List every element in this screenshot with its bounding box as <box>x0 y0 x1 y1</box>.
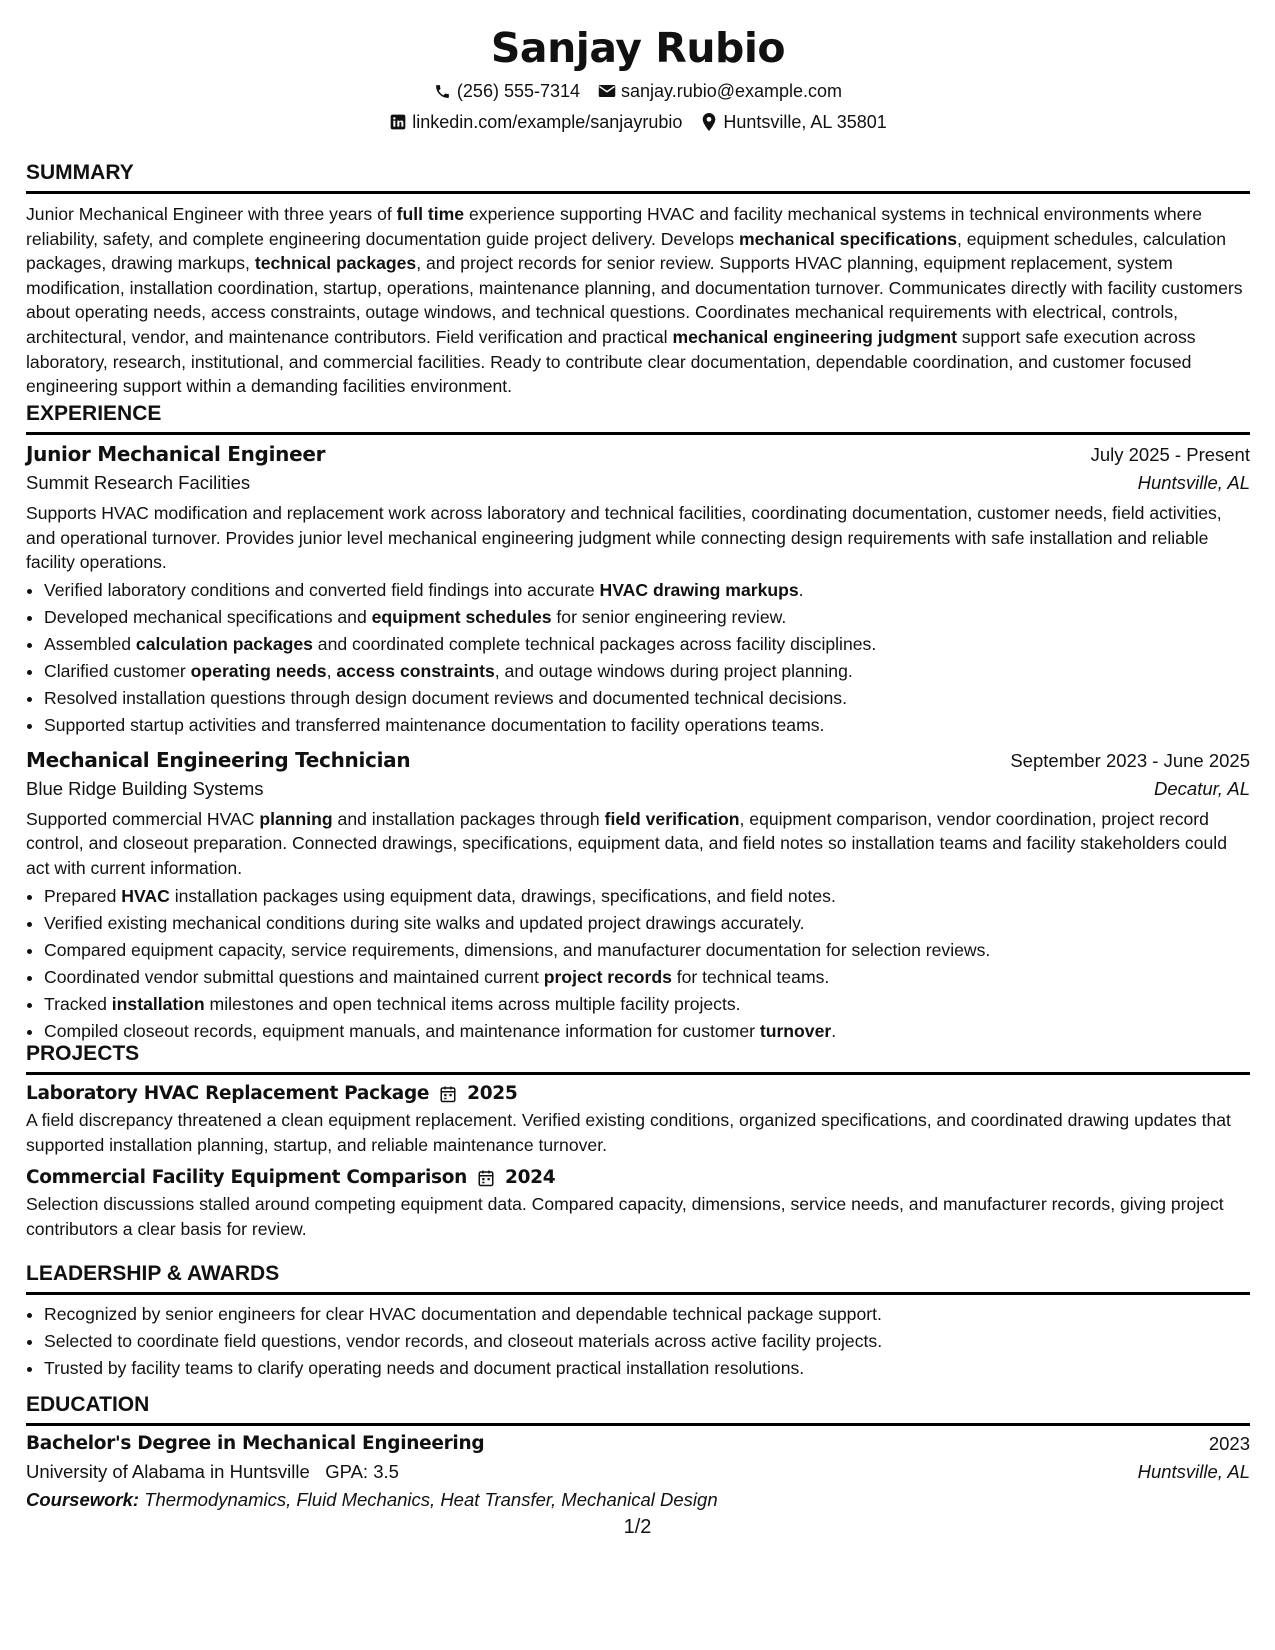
list-item <box>44 883 1250 910</box>
text-run: Resolved installation questions through design document reviews and documented technical decisions. <box>44 687 847 708</box>
text-run: Developed mechanical specifications and <box>44 606 372 627</box>
bold-text: field verification <box>604 808 740 829</box>
text-run: installation packages using equipment data, drawings, specifications, and field notes. <box>169 885 836 906</box>
graduation-year: 2023 <box>1208 1433 1250 1454</box>
list-item <box>44 658 1250 685</box>
text-run: , equipment comparison, vendor coordination, project record control, and closeout preparation. Connected drawings, specifications, equipment data, and field notes so installation teams and facility stakeholders could act with current information. <box>26 808 1227 878</box>
company-name: Summit Research Facilities <box>26 472 251 493</box>
list-item: • Recognized by senior engineers for clear HVAC documentation and dependable technical package support. <box>44 1301 1250 1328</box>
gpa: GPA: 3.5 <box>325 1461 399 1482</box>
text-run: for senior engineering review. <box>551 606 787 627</box>
school-name: University of Alabama in Huntsville <box>26 1461 310 1482</box>
school-line <box>26 1461 399 1483</box>
bold-text: HVAC drawing markups <box>599 579 799 600</box>
job-description: Supports HVAC modification and replacement work across laboratory and technical facilities, coordinating documentation, customer needs, field activities, and operational turnover. Provides junior level mechanical engineering judgment while connecting design requirements with safe installation and reliable facility operations. <box>26 503 1222 573</box>
project-name: Laboratory HVAC Replacement Package <box>26 1083 430 1104</box>
job-dates: July 2025 - Present <box>1090 444 1250 465</box>
linkedin-contact <box>389 111 682 133</box>
text-run: Coordinated vendor submittal questions and maintained current <box>44 966 544 987</box>
summary-text <box>26 202 1250 399</box>
list-item <box>44 910 1250 937</box>
education-title: EDUCATION <box>26 1392 1250 1426</box>
calendar-icon <box>477 1169 495 1187</box>
school-location: Huntsville, AL <box>1137 1461 1250 1482</box>
calendar-icon <box>439 1085 457 1103</box>
text-run: Supported commercial HVAC <box>26 808 260 829</box>
bold-text: technical packages <box>254 253 417 274</box>
job-bullets <box>26 883 1250 1045</box>
experience-title: EXPERIENCE <box>26 401 1250 435</box>
bold-text: HVAC <box>121 885 170 906</box>
projects-section <box>26 1041 1250 1241</box>
text-run: support safe execution across laboratory, research, institutional, and commercial facilities. Ready to contribute clear documentation, dependable coordination, and customer focused engineering support within a demanding facilities environment. <box>26 326 1196 397</box>
map-pin-icon <box>700 113 718 131</box>
bold-text: operating needs <box>190 660 327 681</box>
bold-text: full time <box>396 204 465 224</box>
text-run: . <box>798 579 804 600</box>
list-item: • Trusted by facility teams to clarify operating needs and document practical installation resolutions. <box>44 1355 1250 1382</box>
education-section <box>26 1392 1250 1511</box>
list-item <box>44 712 1250 739</box>
envelope-icon <box>598 82 616 100</box>
job-location: Decatur, AL <box>1154 777 1250 799</box>
text-run: , equipment schedules, calculation packages, drawing markups, <box>26 228 1226 274</box>
projects-title: PROJECTS <box>26 1041 1250 1075</box>
linkedin-icon <box>389 113 407 131</box>
project-description: A field discrepancy threatened a clean equipment replacement. Verified existing conditions, organized specifications, and coordinated drawing updates that supported installation planning, startup, and reliable maintenance turnover. <box>26 1110 1231 1155</box>
summary-title: SUMMARY <box>26 160 1250 194</box>
leadership-bullets <box>26 1301 1250 1382</box>
phone-text[interactable]: (256) 555-7314 <box>456 81 581 101</box>
text-run: , <box>326 660 337 681</box>
text-run: . <box>831 1020 837 1041</box>
job-location: Huntsville, AL <box>1137 472 1250 493</box>
text-run: Tracked <box>44 993 112 1014</box>
project-entry <box>26 1083 1250 1157</box>
project-entry <box>26 1167 1250 1241</box>
bold-text: project records <box>543 966 672 987</box>
phone-icon <box>434 82 452 100</box>
location-text: Huntsville, AL 35801 <box>723 112 887 132</box>
degree-name: Bachelor's Degree in Mechanical Engineering <box>26 1433 485 1454</box>
coursework-line <box>26 1489 1250 1511</box>
list-item <box>44 991 1250 1018</box>
text-run: Prepared <box>44 885 122 906</box>
job-dates: September 2023 - June 2025 <box>1010 749 1250 771</box>
job-bullets <box>26 577 1250 739</box>
text-run: , and outage windows during project planning. <box>494 660 853 681</box>
bold-text: calculation packages <box>135 633 313 654</box>
company-name: Blue Ridge Building Systems <box>26 777 264 799</box>
email-contact <box>598 80 842 102</box>
leadership-section <box>26 1261 1250 1382</box>
job-description <box>26 807 1250 881</box>
job-entry <box>26 748 1250 1045</box>
page-number: 1/2 <box>623 1516 652 1538</box>
list-item <box>44 685 1250 712</box>
phone-contact <box>434 80 580 102</box>
resume-page <box>26 0 1250 1510</box>
email-text[interactable]: sanjay.rubio@example.com <box>621 81 843 101</box>
contact-line-2 <box>26 111 1250 133</box>
location-contact <box>700 111 886 133</box>
bold-text: equipment schedules <box>371 606 552 627</box>
candidate-name: Sanjay Rubio <box>490 24 786 72</box>
leadership-title: LEADERSHIP & AWARDS <box>26 1261 1250 1295</box>
bold-text: installation <box>111 993 205 1014</box>
coursework-label: Coursework: <box>26 1489 140 1510</box>
text-run: milestones and open technical items across multiple facility projects. <box>204 993 741 1014</box>
list-item <box>44 577 1250 604</box>
list-item <box>44 937 1250 964</box>
text-run: and installation packages through <box>332 808 605 829</box>
job-title: Mechanical Engineering Technician <box>26 747 411 772</box>
coursework-list: Thermodynamics, Fluid Mechanics, Heat Transfer, Mechanical Design <box>144 1489 718 1510</box>
project-year: 2024 <box>505 1167 556 1189</box>
text-run: Assembled <box>44 633 136 654</box>
bold-text: turnover <box>759 1020 832 1041</box>
text-run: and coordinated complete technical packages across facility disciplines. <box>312 633 877 654</box>
text-run: experience supporting HVAC and facility mechanical systems in technical environments where reliability, safety, and complete engineering documentation guide project delivery. Develops <box>26 204 1203 249</box>
list-item <box>44 604 1250 631</box>
summary-section <box>26 160 1250 399</box>
text-run: for technical teams. <box>671 966 830 987</box>
text-run: Supported startup activities and transferred maintenance documentation to facility operations teams. <box>44 714 825 735</box>
project-name: Commercial Facility Equipment Comparison <box>26 1167 468 1189</box>
text-run: Verified laboratory conditions and converted field findings into accurate <box>44 579 600 600</box>
project-year: 2025 <box>467 1083 518 1104</box>
experience-section <box>26 401 1250 1045</box>
bold-text: mechanical engineering judgment <box>672 326 957 347</box>
text-run: Junior Mechanical Engineer with three years of <box>26 204 397 224</box>
job-title: Junior Mechanical Engineer <box>26 442 326 466</box>
list-item: • Selected to coordinate field questions, vendor records, and closeout materials across active facility projects. <box>44 1328 1250 1355</box>
job-entry <box>26 442 1250 739</box>
bold-text: access constraints <box>336 660 495 681</box>
project-description: Selection discussions stalled around competing equipment data. Compared capacity, dimensions, service needs, and manufacturer records, giving project contributors a clear basis for review. <box>26 1194 1224 1239</box>
text-run: Compared equipment capacity, service requirements, dimensions, and manufacturer documentation for selection reviews. <box>44 939 991 960</box>
linkedin-text[interactable]: linkedin.com/example/sanjayrubio <box>412 112 683 132</box>
bold-text: planning <box>259 808 333 829</box>
text-run: Clarified customer <box>44 660 191 681</box>
text-run: Compiled closeout records, equipment manuals, and maintenance information for customer <box>44 1020 760 1041</box>
text-run: , and project records for senior review. Supports HVAC planning, equipment replacement, system modification, installation coordination, startup, operations, maintenance planning, and documentation turnover. Communicates directly with facility customers about operating needs, access constraints, outage windows, and technical questions. Coordinates mechanical requirements with electrical, controls, architectural, vendor, and maintenance contributors. Field verification and practical <box>26 253 1243 347</box>
contact-line-1 <box>26 80 1250 102</box>
list-item <box>44 631 1250 658</box>
list-item <box>44 964 1250 991</box>
bold-text: mechanical specifications <box>738 228 958 249</box>
text-run: Verified existing mechanical conditions during site walks and updated project drawings accurately. <box>44 912 805 933</box>
